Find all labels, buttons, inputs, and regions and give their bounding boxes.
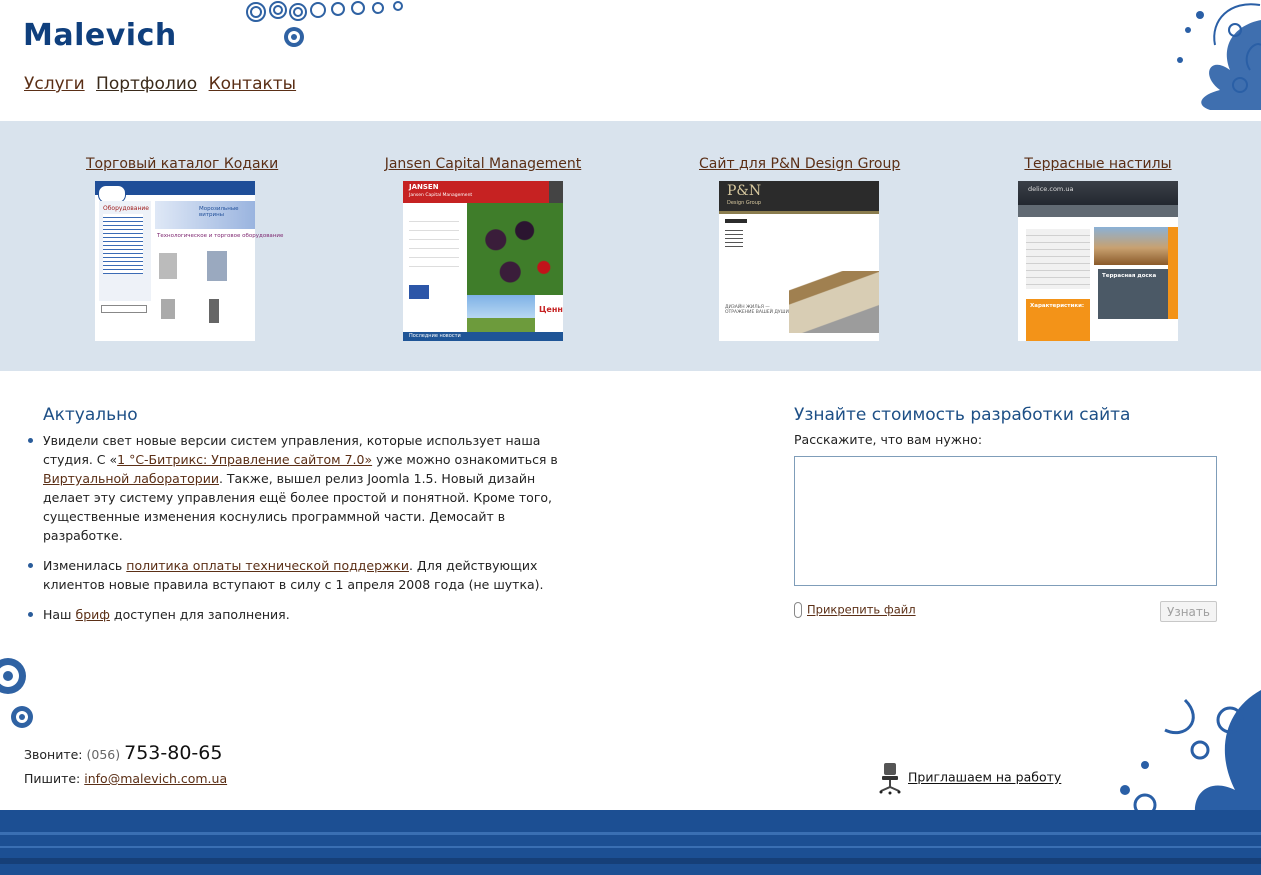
email-label: Пишите: (24, 771, 81, 786)
portfolio-thumb-pn[interactable] (719, 181, 879, 341)
portfolio-link-jansen[interactable]: Jansen Capital Management (384, 156, 582, 172)
thumb-text: Jansen Capital Management (409, 193, 473, 198)
portfolio-thumb-kodaki[interactable] (95, 181, 284, 341)
decor-circles-left (0, 652, 40, 732)
thumb-text: Оборудование (103, 205, 149, 212)
news-text: Изменилась (43, 558, 127, 573)
portfolio-thumb-terrace[interactable] (1018, 181, 1178, 341)
portfolio-band (0, 121, 1261, 371)
email-link[interactable]: info@malevich.com.ua (84, 771, 228, 786)
news-list (26, 431, 586, 635)
news-text: доступен для заполнения. (109, 607, 290, 622)
news-text: . Также, вышел релиз Joomla 1.5. Новый дизайн делает эту систему управления ещё более простой и понятной. Кроме того, существенные изменения коснулись программной части. Демосайт в разработке. (43, 471, 553, 543)
thumb-text: Ценн (539, 305, 563, 314)
thumb-text: P&N (727, 183, 762, 199)
thumb-text: Design Group (727, 200, 762, 206)
nav-services[interactable]: Услуги (24, 74, 85, 94)
nav-contacts[interactable]: Контакты (208, 74, 297, 94)
news-text: Наш (43, 607, 76, 622)
footer-stripe (0, 832, 1261, 835)
form-title: Узнайте стоимость разработки сайта (794, 405, 1131, 425)
phone-line (24, 742, 222, 764)
footer-stripe (0, 858, 1261, 864)
news-item (26, 605, 586, 624)
thumb-text: delice.com.ua (1028, 185, 1074, 193)
portfolio-link-kodaki[interactable]: Торговый каталог Кодаки (86, 156, 279, 172)
portfolio-item (699, 153, 899, 172)
news-item (26, 556, 586, 594)
phone-number: 753-80-65 (124, 742, 223, 764)
news-text: уже можно ознакомиться в (372, 452, 558, 467)
site-logo[interactable]: Malevich (23, 18, 177, 53)
portfolio-item (86, 153, 279, 172)
form-label: Расскажите, что вам нужно: (794, 432, 983, 447)
decor-circles-top (238, 0, 413, 50)
paperclip-icon (794, 602, 802, 618)
news-link-virtual-lab[interactable]: Виртуальной лаборатории (43, 471, 219, 486)
thumb-text: Технологическое и торговое оборудование (157, 233, 284, 239)
thumb-text: Террасная доска (1102, 273, 1157, 279)
thumb-text: Последние новости (409, 333, 461, 339)
footer-stripe (0, 846, 1261, 848)
jobs-line (878, 762, 1061, 794)
news-link-bitrix[interactable]: 1 °С-Битрикс: Управление сайтом 7.0» (117, 452, 373, 467)
news-item (26, 431, 586, 545)
attach-file-link[interactable] (794, 602, 916, 618)
portfolio-item (1018, 153, 1178, 172)
thumb-text: ДИЗАЙН ЖИЛЬЯ — ОТРАЖЕНИЕ ВАШЕЙ ДУШИ (725, 305, 789, 315)
thumb-text: Характеристики: (1030, 303, 1085, 309)
main-nav (24, 74, 302, 94)
decor-flourish-top-right (1140, 0, 1261, 110)
request-textarea[interactable] (794, 456, 1217, 586)
news-text: . Для действующих клиентов новые правила вступают в силу с 1 апреля 2008 года (не шутка). (43, 558, 544, 592)
jobs-link[interactable]: Приглашаем на работу (908, 769, 1062, 785)
news-link-support-policy[interactable]: политика оплаты технической поддержки (126, 558, 409, 573)
thumb-text: JANSEN (409, 183, 439, 191)
office-chair-icon (878, 762, 902, 794)
news-link-brief[interactable]: бриф (75, 607, 110, 622)
portfolio-item (383, 153, 583, 172)
nav-portfolio[interactable]: Портфолио (96, 74, 198, 94)
thumb-text: Морозильные витрины (199, 206, 239, 218)
phone-code: (056) (86, 747, 121, 762)
news-title: Актуально (43, 405, 138, 425)
news-text: Увидели свет новые версии систем управления, которые использует наша студия. С « (43, 433, 541, 467)
portfolio-thumb-jansen[interactable] (403, 181, 563, 341)
footer-bar (0, 810, 1261, 875)
submit-button[interactable]: Узнать (1160, 601, 1217, 622)
portfolio-link-pn[interactable]: Сайт для P&N Design Group (699, 156, 901, 172)
portfolio-link-terrace[interactable]: Террасные настилы (1024, 156, 1172, 172)
phone-label: Звоните: (24, 747, 83, 762)
attach-file-label[interactable]: Прикрепить файл (807, 602, 916, 617)
email-line (24, 771, 227, 786)
